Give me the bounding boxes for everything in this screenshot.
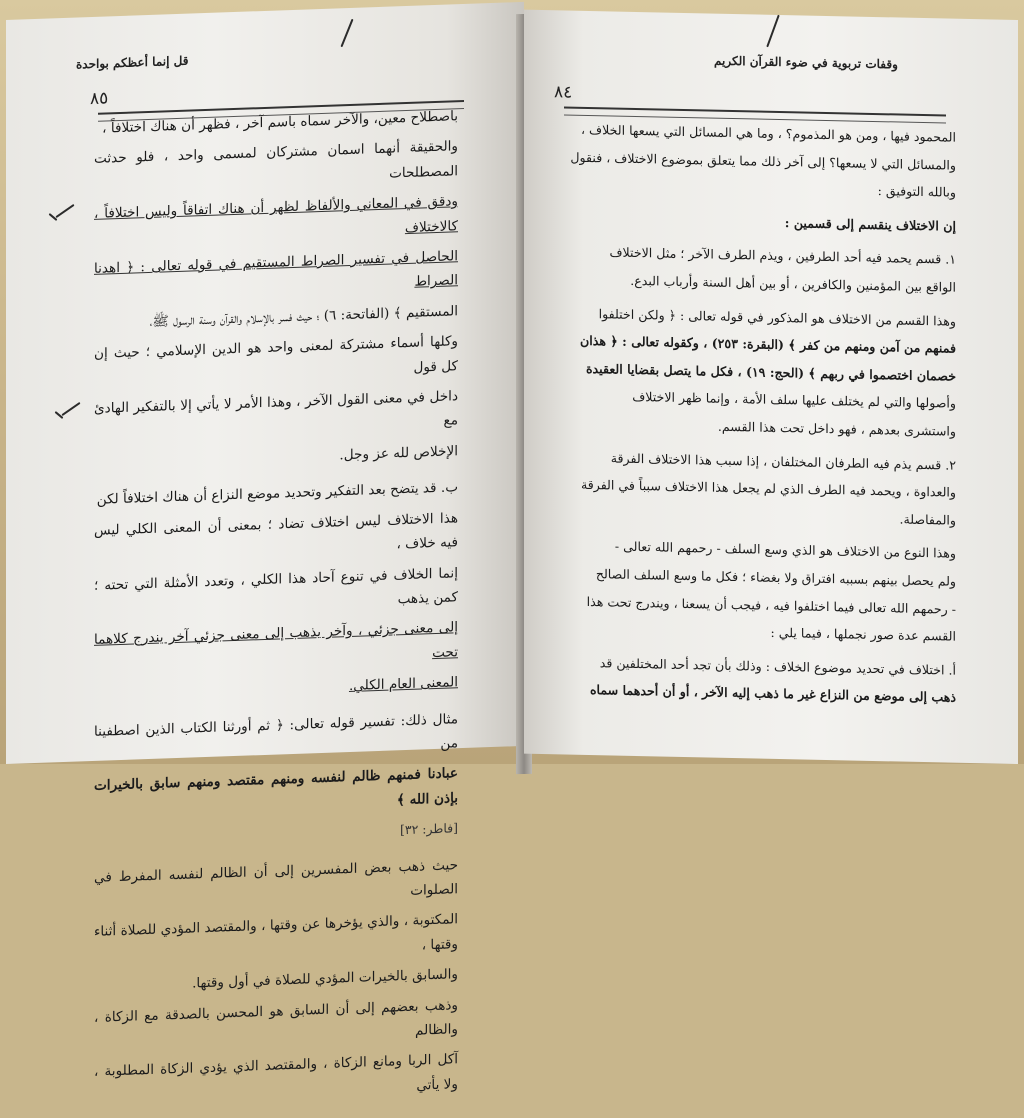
text-line: والسابق بالخيرات المؤدي للصلاة في أول وقتها. — [192, 966, 458, 992]
text-line: ذهب إلى موضع من النزاع غير ما ذهب إليه الآخر ، أو أن أحدهما سماه — [589, 682, 956, 705]
text-line: فمنهم من آمن ومنهم من كفر ﴾ (البقرة: ٢٥٣) ، وكقوله تعالى : ﴿ هذان — [580, 332, 956, 356]
text-line: القسم عدة صور نجملها ، فيما يلي : — [770, 624, 956, 644]
text-line: ب. قد يتضح بعد التفكير وتحديد موضع النزاع أن هناك اختلافاً لكن — [96, 479, 458, 509]
text-line: والمسائل التي لا يسعها؟ إلى آخر ذلك مما يتعلق بموضوع الاختلاف ، فنقول — [570, 149, 956, 173]
text-line: المعنى العام الكلي. — [348, 674, 458, 695]
text-line: داخل في معنى القول الآخر ، وهذا الأمر لا يأتي إلا بالتفكير الهادئ مع — [94, 388, 458, 430]
text-line: والعداوة ، ويحمد فيه الطرف الذي لم يجعل هذا الاختلاف سبباً في الفرقة — [580, 476, 956, 500]
text-line: أ. اختلاف في تحديد موضوع الخلاف : وذلك بأن تجد أحد المختلفين قد — [599, 654, 956, 678]
text-line: الواقع بين المؤمنين والكافرين ، أو بين أهل السنة وأرباب البدع. — [630, 272, 956, 295]
text-line: مثال ذلك: تفسير قوله تعالى: ﴿ ثم أورثنا الكتاب الذين اصطفينا من — [94, 710, 458, 752]
text-line: هذا الاختلاف ليس اختلاف تضاد ؛ بمعنى أن المعنى الكلي ليس فيه خلاف ، — [94, 509, 458, 553]
open-book — [0, 20, 1024, 1094]
text-line: آكل الربا ومانع الزكاة ، والمقتصد الذي يؤدي الزكاة المطلوبة ، ولا يأتي — [94, 1051, 458, 1094]
right-page — [524, 10, 1018, 764]
text-line: وذهب بعضهم إلى أن السابق هو المحسن بالصدقة مع الزكاة ، والظالم — [94, 996, 458, 1039]
text-line: المحمود فيها ، ومن هو المذموم؟ ، وما هي المسائل التي يسعها الخلاف ، — [580, 121, 956, 145]
text-line: وكلها أسماء مشتركة لمعنى واحد هو الدين الإسلامي ؛ حيث إن كل قول — [94, 333, 458, 376]
text-line: وهذا النوع من الاختلاف هو الذي وسع السلف - رحمهم الله تعالى - — [614, 538, 956, 562]
left-page — [6, 2, 524, 1094]
text-line: المكتوبة ، والذي يؤخرها عن وقتها ، والمقتصد المؤدي للصلاة أثناء وقتها ، — [94, 911, 458, 954]
right-page-number: ٨٤ — [554, 82, 573, 103]
text-line: الحاصل في تفسير الصراط المستقيم في قوله تعالى : ﴿ اهدنا الصراط — [94, 248, 458, 291]
text-line: خصمان اختصموا في ربهم ﴾ (الحج: ١٩) ، فكل ما يتصل بقضايا العقيدة — [585, 360, 956, 384]
text-line: الإخلاص لله عز وجل. — [339, 443, 458, 464]
text-line: وأصولها والتي لم يختلف عليها سلف الأمة ، وإنما ظهر الاختلاف — [632, 389, 956, 412]
text-line: ٢. قسم يذم فيه الطرفان المختلفان ، إذا سبب هذا الاختلاف الفرقة — [610, 450, 956, 473]
text-line: وبالله التوفيق : — [877, 183, 956, 200]
text-line: المستقيم ﴾ (الفاتحة: ٦) ؛ حيث فسر بالإسلام والقرآن وسنة الرسول ﷺ، — [149, 303, 458, 330]
text-line: والحقيقة أنهما اسمان مشتركان لمسمى واحد ، فلو حدثت المصطلحات — [94, 138, 458, 182]
text-line: ولم يحصل بينهم بسببه افتراق ولا بغضاء ؛ فكل ما وسع السلف الصالح — [595, 566, 956, 589]
left-page-header: قل إنما أعظكم بواحدة — [76, 53, 189, 72]
right-page-header: وقفات تربوية في ضوء القرآن الكريم — [714, 53, 898, 72]
citation: [فاطر: ٣٢] — [399, 820, 458, 838]
text-line: ودقق في المعاني والألفاظ لظهر أن هناك اتفاقاً وليس اختلافاً ، كالاختلاف — [94, 193, 458, 236]
left-page-number: ٨٥ — [90, 88, 109, 110]
text-line: - رحمهم الله تعالى فيما اختلفوا فيه ، فيجب أن يسعنا ، ويندرج تحت هذا — [586, 593, 956, 617]
text-line: حيث ذهب بعض المفسرين إلى أن الظالم لنفسه المفرط في الصلوات — [94, 856, 458, 899]
text-line: إنما الخلاف في تنوع آحاد هذا الكلي ، وتعدد الأمثلة التي تحته ؛ كمن يذهب — [94, 564, 458, 608]
section-heading: إن الاختلاف ينقسم إلى قسمين : — [784, 214, 956, 234]
text-line: باصطلاح معين، والآخر سماه باسم آخر ، فظهر أن هناك اختلافاً ، — [102, 108, 458, 137]
left-page-body — [94, 104, 458, 1115]
text-line: واستشرى بعدهم ، فهو داخل تحت هذا القسم. — [717, 418, 956, 439]
text-line: عبادنا فمنهم ظالم لنفسه ومنهم مقتصد ومنهم سابق بالخيرات بإذن الله ﴾ — [94, 765, 458, 809]
text-line: والمفاصلة. — [899, 511, 956, 528]
text-line: ١. قسم يحمد فيه أحد الطرفين ، ويذم الطرف الآخر ؛ مثل الاختلاف — [609, 244, 956, 268]
text-line: إلى معنى جزئي ، وآخر يذهب إلى معنى جزئي آخر يندرج كلاهما تحت — [94, 619, 458, 661]
text-line: وهذا القسم من الاختلاف هو المذكور في قوله تعالى : ﴿ ولكن اختلفوا — [598, 305, 956, 329]
right-page-body — [564, 118, 956, 714]
